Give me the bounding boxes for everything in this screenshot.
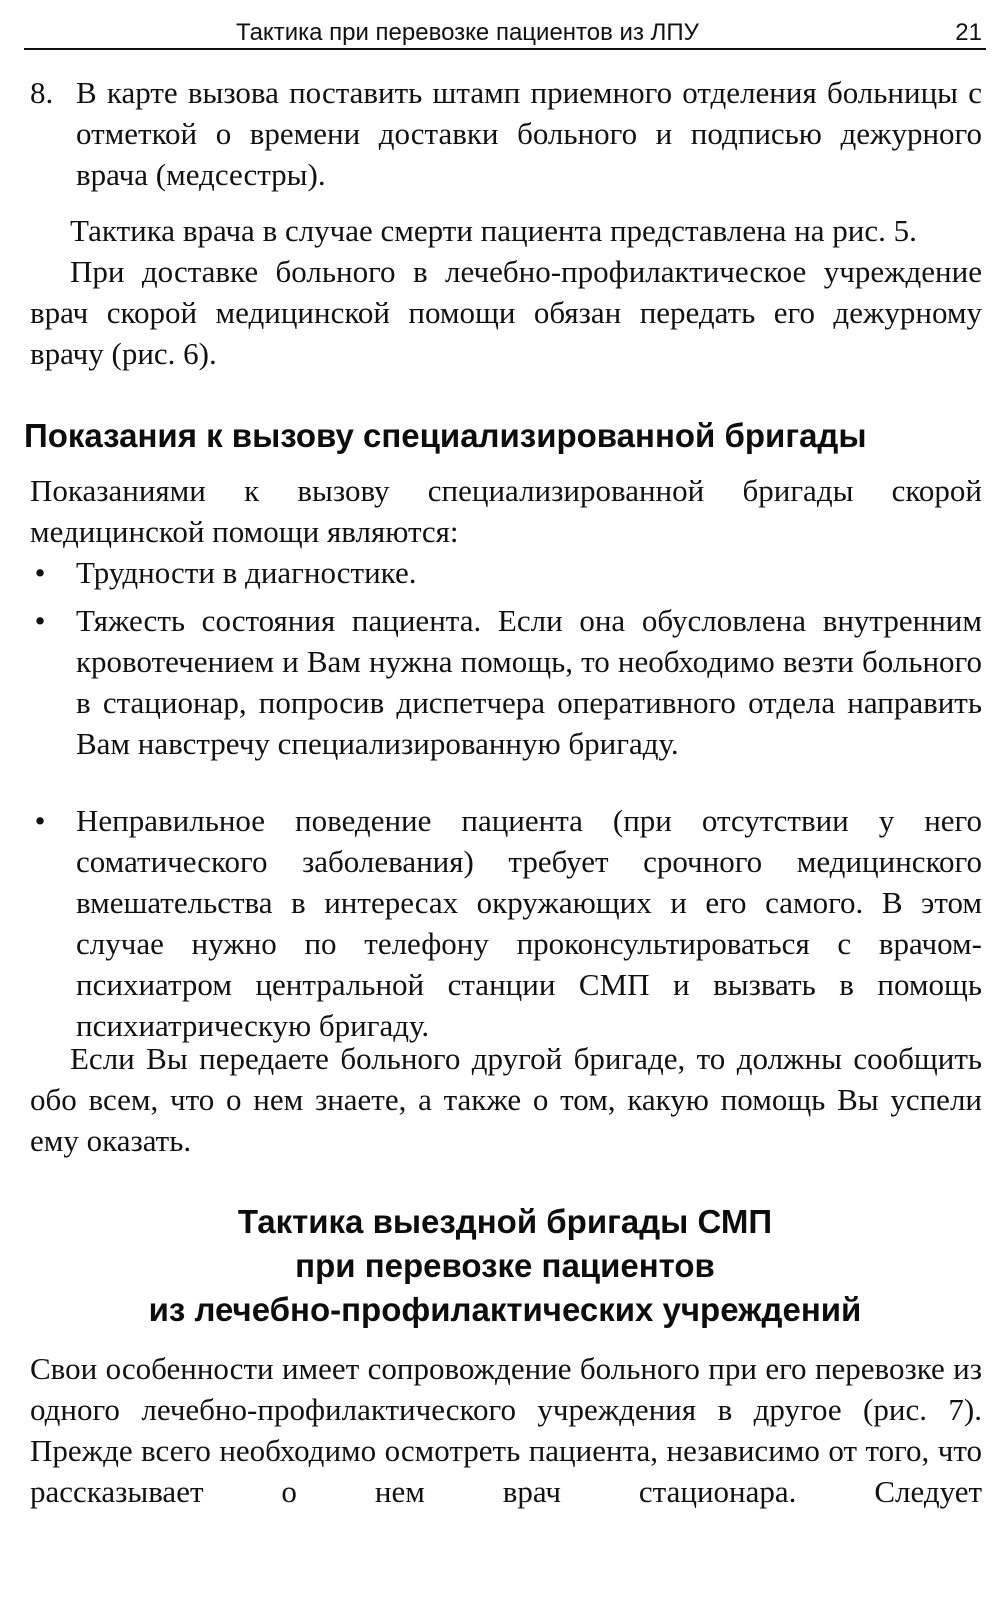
list-item-text: Трудности в диагностике. [76, 555, 417, 590]
bullet-icon: • [34, 603, 46, 638]
page-number: 21 [955, 19, 982, 46]
paragraph-death-tactics: Тактика врача в случае смерти пациента представлена на рис. 5. [70, 213, 917, 248]
section-heading-transport-tactics [24, 1200, 986, 1332]
bullet-icon: • [34, 803, 46, 838]
heading-line: из лечебно-профилактических учреждений [148, 1291, 862, 1328]
running-title: Тактика при перевозке пациентов из ЛПУ [236, 19, 699, 46]
paragraph-indications-intro: Показаниями к вызову специализированной бригады скорой медицинской помощи являются: [30, 473, 982, 549]
heading-line: при перевозке пациентов [295, 1247, 715, 1284]
list-item-text: Тяжесть состояния пациента. Если она обусловлена внутренним кровотечением и Вам нужна помощь, то необходимо везти больного в стационар, попросив диспетчера оперативного отдела направить Вам навстречу специализированную бригаду. [76, 603, 982, 761]
item-text: В карте вызова поставить штамп приемного отделения больницы с отметкой о времени доставки больного и подписью дежурного врача (медсестры). [76, 75, 982, 192]
paragraph-handover: При доставке больного в лечебно-профилактическое учреждение врач скорой медицинской помощи обязан передать его дежурному врачу (рис. 6). [30, 254, 982, 371]
running-header [24, 14, 986, 50]
paragraph-transport-features: Свои особенности имеет сопровождение больного при его перевозке из одного лечебно-профилактического учреждения в другое (рис. 7). Прежде всего необходимо осмотреть пациента, независимо от того, что рассказывает о нем врач стационара. Следует [30, 1351, 982, 1509]
paragraph-handover-other-team: Если Вы передаете больного другой бригаде, то должны сообщить обо всем, что о нем знаете, а также о том, какую помощь Вы успели ему оказать. [30, 1041, 982, 1158]
bullet-icon: • [34, 555, 46, 590]
heading-line: Тактика выездной бригады СМП [237, 1203, 773, 1240]
item-number: 8. [30, 75, 54, 110]
list-item-text: Неправильное поведение пациента (при отсутствии у него соматического заболевания) требует срочного медицинского вмешательства в интересах окружающих и его самого. В этом случае нужно по телефону проконсультироваться с врачом-психиатром центральной станции СМП и вызвать в помощь психиатрическую бригаду. [76, 803, 982, 1043]
section-heading-specialized-team: Показания к вызову специализированной бригады [24, 417, 867, 454]
